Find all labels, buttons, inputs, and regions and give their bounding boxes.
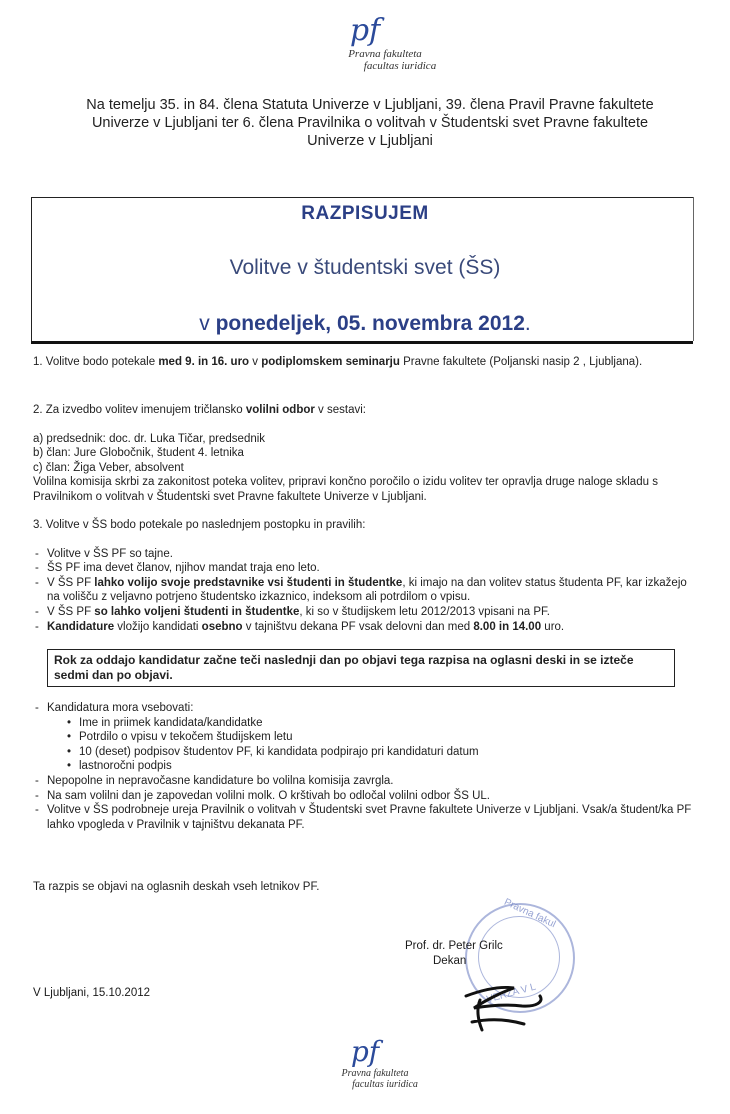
rule-text: v tajništvu dekana PF vsak delovni dan med — [242, 620, 474, 633]
date-prefix: v — [199, 312, 216, 335]
date-bold: ponedeljek, 05. novembra 2012 — [215, 312, 525, 335]
signatory-name: Prof. dr. Peter Grilc — [405, 940, 503, 952]
s2-intro — [33, 403, 693, 418]
s2-text: 2. Za izvedbo volitev imenujem tričlansko — [33, 404, 246, 416]
rule-item — [33, 547, 693, 562]
deadline-notice: Rok za oddajo kandidatur začne teči naslednji dan po objavi tega razpisa na oglasni deski in se izteče sedmi dan po objavi. — [47, 649, 675, 687]
rule-text: uro. — [541, 620, 565, 633]
rule-item — [33, 576, 693, 605]
stamp-text-top: Pravna fakul — [502, 896, 558, 931]
req-intro-text: Kandidatura mora vsebovati: — [47, 702, 194, 714]
member-a: a) predsednik: doc. dr. Luka Tičar, predsednik — [33, 432, 266, 445]
req-bullet: • Potrdilo o vpisu v tekočem študijskem letu — [67, 730, 693, 745]
rules-list — [33, 547, 693, 635]
s1-text: v — [249, 356, 262, 368]
rule-item — [33, 561, 693, 576]
req-bullet: • lastnoročni podpis — [67, 759, 693, 774]
logo-text-line2: facultas iuridica — [352, 1079, 418, 1090]
heading-box-bottom-edge — [31, 341, 693, 344]
election-title: Volitve v študentski svet (ŠS) — [229, 256, 501, 279]
logo-text-line1: Pravna fakulteta — [341, 1068, 409, 1079]
s1-text: Pravne fakultete (Poljanski nasip 2 , Ljubljana). — [399, 356, 643, 368]
req-rule: - Nepopolne in nepravočasne kandidature bo volilna komisija zavrgla. — [33, 774, 693, 789]
rule-text: vložijo kandidati — [114, 620, 202, 633]
rule-bold: Kandidature — [47, 620, 115, 633]
section-2 — [33, 403, 693, 505]
s3-intro: 3. Volitve v ŠS bodo potekale po naslednjem postopku in pravilih: — [33, 519, 366, 531]
section-3 — [33, 518, 693, 634]
req-rule: - Volitve v ŠS podrobneje ureja Pravilnik o volitvah v Študentski svet Pravne fakultete Univerze v Ljubljani. Vsak/a študent/ka PF lahko vpogleda v Pravilnik v tajništvu dekanata PF. — [33, 803, 693, 832]
s1-time: med 9. in 16. uro — [158, 356, 250, 368]
member-c: c) član: Žiga Veber, absolvent — [33, 461, 184, 474]
date-suffix: . — [524, 312, 531, 335]
s1-text: 1. Volitve bodo potekale — [33, 356, 159, 368]
preamble: Na temelju 35. in 84. člena Statuta Univerze v Ljubljani, 39. člena Pravil Pravne fakultete Univerze v Ljubljani ter 6. člena Pravilnika o volitvah v Študentski svet Pravne fakultete Univerze v Ljubljani — [86, 97, 654, 149]
requirements-bullets — [47, 716, 693, 774]
place-date: V Ljubljani, 15.10.2012 — [33, 987, 151, 999]
rule-text: ŠS PF ima devet članov, njihov mandat traja eno leto. — [47, 562, 320, 575]
logo-mark: pf — [349, 13, 381, 48]
rule-text: , ki imajo na dan volitev status študenta PF, kar izkažejo na volišču z veljavno potrjeno študentsko izkaznico, indeksom ali potrdilom o vpisu. — [47, 576, 687, 604]
rule-bold: 8.00 in 14.00 — [473, 620, 542, 633]
handwritten-signature — [452, 960, 562, 1040]
stamp-text-bottom: VERZA V L — [485, 981, 538, 1006]
req-rule: - Na sam volilni dan je zapovedan volilni molk. O krštivah bo odločal volilni odbor ŠS UL. — [33, 789, 693, 804]
s2-bold: volilni odbor — [245, 404, 315, 416]
razpisujem-heading: RAZPISUJEM — [301, 203, 429, 224]
rule-text: Volitve v ŠS PF so tajne. — [47, 547, 173, 560]
rule-bold: osebno — [201, 620, 243, 633]
logo-text-line2: facultas iuridica — [363, 60, 437, 72]
election-date — [0, 312, 730, 336]
requirements-list — [33, 701, 693, 832]
signatory-role: Dekan — [433, 955, 467, 967]
closing-line: Ta razpis se objavi na oglasnih deskah vseh letnikov PF. — [33, 881, 320, 893]
rule-text: V ŠS PF — [47, 605, 95, 618]
s1-location: podiplomskem seminarju — [261, 356, 400, 368]
section-1 — [33, 355, 693, 370]
req-bullet: • 10 (deset) podpisov študentov PF, ki kandidata podpirajo pri kandidaturi datum — [67, 745, 693, 760]
logo-text-line1: Pravna fakulteta — [348, 48, 422, 60]
s2-text: v sestavi: — [314, 404, 366, 416]
rule-bold: so lahko voljeni študenti in študentke — [94, 605, 300, 618]
rule-item — [33, 605, 693, 620]
commission-note: Volilna komisija skrbi za zakonitost poteka volitev, pripravi končno poročilo o izidu volitev ter opravlja druge naloge skladu s Pravilnikom o volitvah v Študentski svet Pravne fakultete Univerze v Ljubljani. — [33, 476, 658, 503]
faculty-logo-bottom — [0, 1036, 730, 1090]
rule-bold: lahko volijo svoje predstavnike vsi študenti in študentke — [94, 576, 403, 589]
rule-item — [33, 620, 693, 635]
logo-mark: pf — [350, 1035, 380, 1068]
requirements — [33, 701, 693, 832]
faculty-logo-top — [0, 14, 730, 72]
rule-text: , ki so v študijskem letu 2012/2013 vpisani na PF. — [299, 605, 551, 618]
req-intro — [33, 701, 693, 774]
req-bullet: • Ime in priimek kandidata/kandidatke — [67, 716, 693, 731]
member-b: b) član: Jure Globočnik, študent 4. letnika — [33, 447, 244, 460]
rule-text: V ŠS PF — [47, 576, 95, 589]
